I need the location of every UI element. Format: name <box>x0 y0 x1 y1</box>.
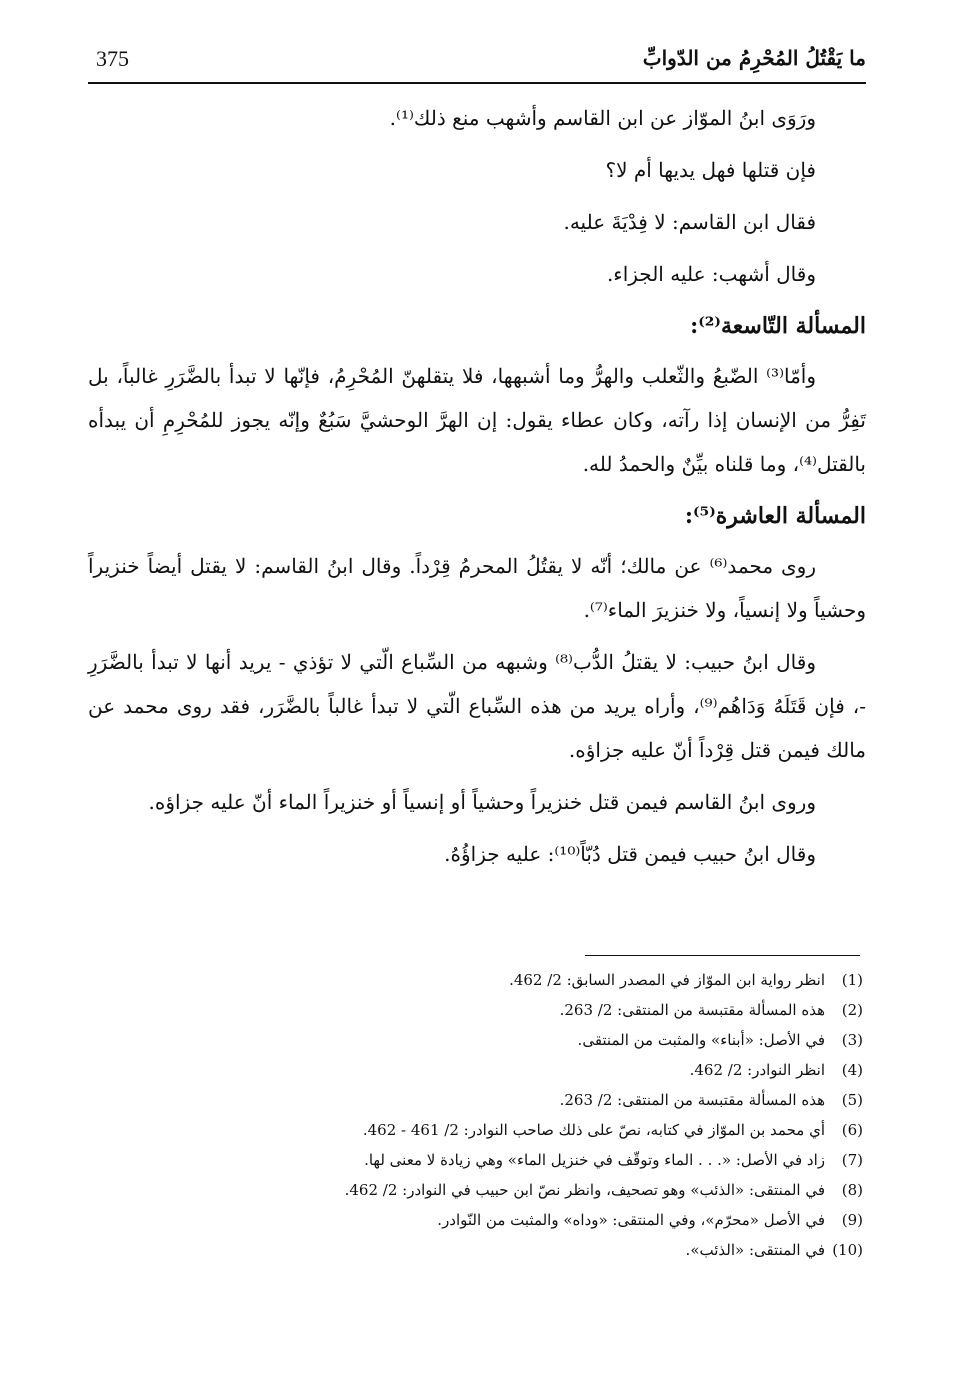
footnote-text: زاد في الأصل: «. . . الماء وتوقّف في خنزيل الماء» وهي زيادة لا معنى لها. <box>364 1151 825 1169</box>
footnote-number: (3) <box>841 1031 863 1049</box>
footnote <box>150 1205 863 1235</box>
paragraph: فقال ابن القاسم: لا فِدْيَةَ عليه. <box>563 210 816 234</box>
footnote <box>150 1085 863 1115</box>
footnote-text: هذه المسألة مقتبسة من المنتقى: 2/ 263. <box>559 1091 825 1109</box>
header-rule <box>88 82 866 84</box>
footnote-rule <box>585 955 860 956</box>
footnote <box>150 1145 863 1175</box>
footnote <box>150 1025 863 1055</box>
footnote-number: (4) <box>841 1061 863 1079</box>
footnote <box>150 1235 863 1265</box>
section-heading: المسألة التّاسعة⁽²⁾: <box>690 313 866 339</box>
footnote-number: (7) <box>841 1151 863 1169</box>
paragraph: روى محمد⁽⁶⁾ عن مالك؛ أنّه لا يقتُلُ المحرمُ قِرْداً. وقال ابنُ القاسم: لا يقتل أيضاً خنزيراً وحشياً ولا إنسياً، ولا خنزيرَ الماء⁽⁷⁾. <box>88 554 866 622</box>
footnote-text: انظر رواية ابن الموّاز في المصدر السابق: 2/ 462. <box>509 971 825 989</box>
paragraph: فإن قتلها فهل يديها أم لا؟ <box>605 158 816 182</box>
footnote-number: (8) <box>841 1181 863 1199</box>
running-title: ما يَقْتُلُ المُحْرِمُ من الدّوابِّ <box>642 46 866 70</box>
footnote <box>150 965 863 995</box>
footnote-text: في المنتقى: «الذئب». <box>685 1241 825 1259</box>
footnote <box>150 1115 863 1145</box>
paragraph: وقال ابنُ حبيب فيمن قتل دُبّاً⁽¹⁰⁾: عليه جزاؤُهُ. <box>444 842 816 866</box>
footnote-number: (2) <box>841 1001 863 1019</box>
footnote-text: في الأصل: «أبناء» والمثبت من المنتقى. <box>577 1031 825 1049</box>
footnote-text: هذه المسألة مقتبسة من المنتقى: 2/ 263. <box>559 1001 825 1019</box>
main-text <box>88 96 866 876</box>
page-number: 375 <box>96 46 129 71</box>
footnote-number: (10) <box>832 1241 863 1259</box>
paragraph: وأمّا⁽³⁾ الضّبعُ والثّعلب والهرُّ وما أشبهها، فلا يتقلهنّ المُحْرِمُ، فإنّها لا تبدأ بالضَّرَرِ غالباً، بل تَفِرُّ من الإنسان إذا رآته، وكان عطاء يقول: إن الهرَّ الوحشيَّ سَبُعٌ وإنّه يجوز للمُحْرِمِ أن يبدأه بالقتل⁽⁴⁾، وما قلناه بيِّنٌ والحمدُ لله. <box>88 364 866 476</box>
footnote-text: أي محمد بن الموّاز في كتابه، نصّ على ذلك صاحب النوادر: 2/ 461 - 462. <box>362 1121 825 1139</box>
footnote <box>150 1055 863 1085</box>
paragraph: وقال ابنُ حبيب: لا يقتلُ الدُّب⁽⁸⁾ وشبهه من السِّباع الّتي لا تؤذي - يريد أنها لا تبدأ بالضَّرَرِ -، فإن قَتَلَهُ وَدَاهُم⁽⁹⁾، وأراه يريد من هذه السِّباع الّتي لا تبدأ غالباً بالضَّرَر، فقد روى محمد عن مالك فيمن قتل قِرْداً أنّ عليه جزاؤه. <box>88 650 866 762</box>
footnote-text: في المنتقى: «الذئب» وهو تصحيف، وانظر نصّ ابن حبيب في النوادر: 2/ 462. <box>344 1181 825 1199</box>
footnote-number: (6) <box>841 1121 863 1139</box>
paragraph: وقال أشهب: عليه الجزاء. <box>606 262 816 286</box>
paragraph: وروى ابنُ القاسم فيمن قتل خنزيراً وحشياً أو إنسياً أو خنزيراً الماء أنّ عليه جزاؤه. <box>148 790 816 814</box>
footnote <box>150 1175 863 1205</box>
footnote-text: انظر النوادر: 2/ 462. <box>689 1061 825 1079</box>
page-header <box>88 38 866 82</box>
footnote-number: (9) <box>841 1211 863 1229</box>
footnote-text: في الأصل «محرّم»، وفي المنتقى: «وداه» والمثبت من النّوادر. <box>437 1211 825 1229</box>
section-heading: المسألة العاشرة⁽⁵⁾: <box>684 503 866 529</box>
footnote-number: (5) <box>841 1091 863 1109</box>
paragraph: ورَوَى ابنُ الموّاز عن ابن القاسم وأشهب منع ذلك⁽¹⁾. <box>389 106 816 130</box>
footnotes <box>150 965 863 1265</box>
footnote <box>150 995 863 1025</box>
footnote-number: (1) <box>841 971 863 989</box>
